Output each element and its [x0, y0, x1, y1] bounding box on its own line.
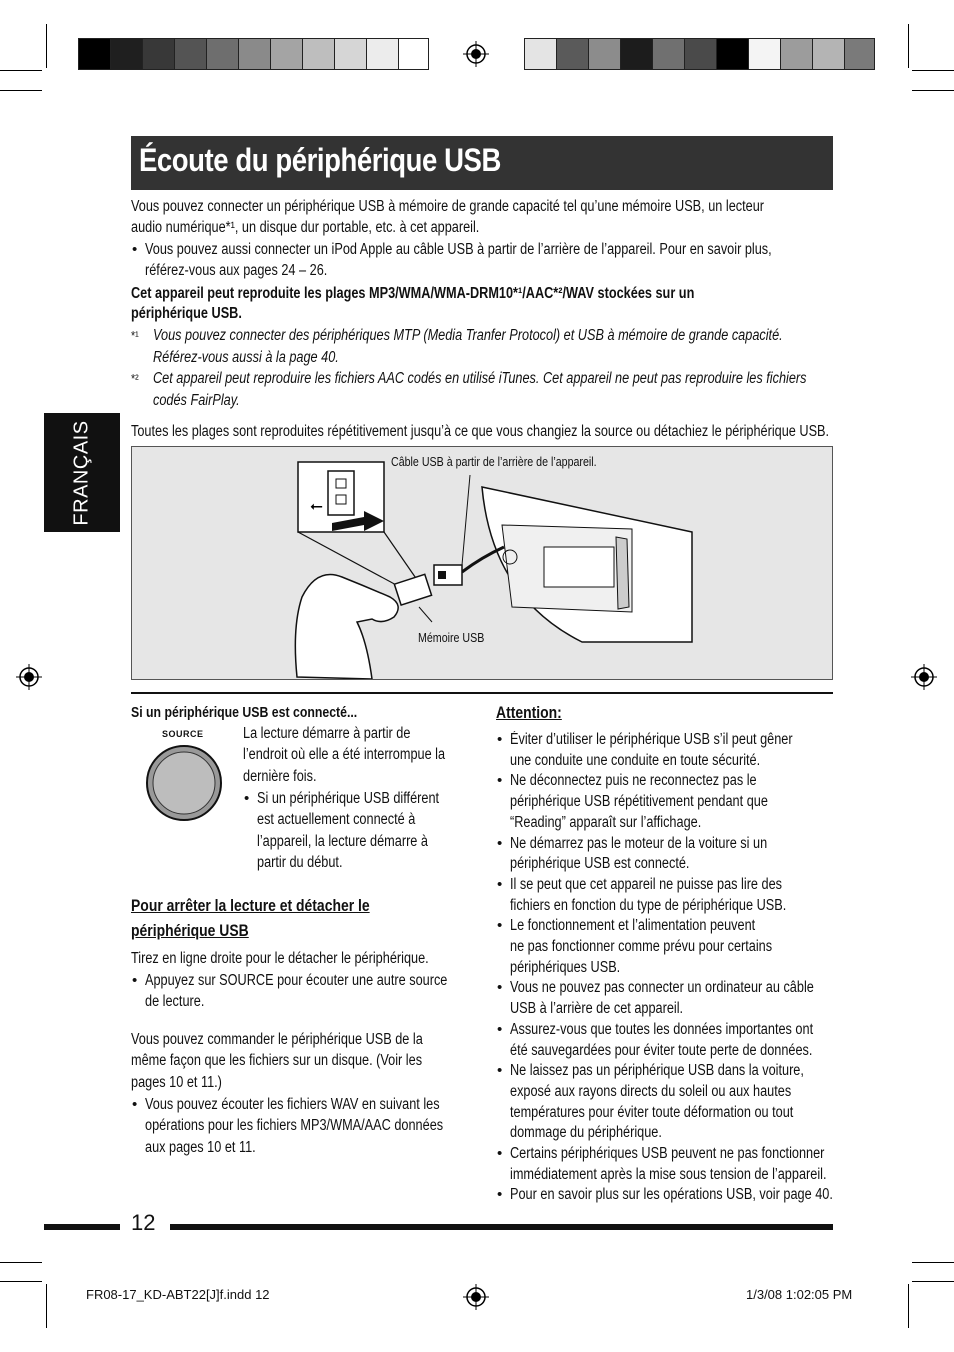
connected-bullet: l’appareil, la lecture démarre à: [257, 833, 428, 850]
attention-item: une conduite une conduite en toute sécurité.: [510, 751, 761, 769]
page-title: Écoute du périphérique USB: [139, 142, 501, 178]
connected-bullet: Si un périphérique USB différent: [257, 790, 440, 807]
crop-mark: [908, 1284, 909, 1328]
footnote-text: Vous pouvez connecter des périphériques MTP (Media Tranfer Protocol) et USB à mémoire de grande capacité.: [153, 327, 783, 344]
footnote-mark: *²: [131, 371, 139, 386]
page-rule-left: [44, 1224, 120, 1230]
attention-item: Ne laissez pas un périphérique USB dans la voiture,: [510, 1062, 804, 1080]
attention-item: Certains périphériques USB peuvent ne pas fonctionner: [510, 1145, 825, 1162]
section-divider: [131, 692, 833, 694]
intro-line: audio numérique*¹, un disque dur portable, etc. à cet appareil.: [131, 219, 480, 236]
intro-bullet-line: référez-vous aux pages 24 – 26.: [145, 262, 328, 279]
attention-item: dommage du périphérique.: [510, 1124, 662, 1142]
language-tab: [44, 413, 120, 532]
registration-mark-icon: [911, 664, 937, 690]
title-bar: [131, 136, 833, 190]
connected-text: La lecture démarre à partir de: [243, 725, 411, 742]
registration-mark-icon: [463, 1284, 489, 1310]
crop-mark: [912, 90, 954, 91]
attention-item: immédiatement après la mise sous tension de l’appareil.: [510, 1165, 827, 1183]
crop-mark: [912, 1262, 954, 1263]
source-button-label: SOURCE: [162, 729, 204, 739]
intro-line: Vous pouvez connecter un périphérique USB à mémoire de grande capacité tel qu’une mémoire USB, un lecteur: [131, 198, 765, 215]
crop-mark: [912, 1281, 954, 1282]
stop-bullet: Appuyez sur SOURCE pour écouter une autre source: [145, 972, 448, 989]
control-text: Vous pouvez commander le périphérique USB de la: [131, 1031, 423, 1048]
footnote-text: codés FairPlay.: [153, 392, 240, 409]
crop-mark: [46, 24, 47, 68]
attention-item: Pour en savoir plus sur les opérations USB, voir page 40.: [510, 1186, 833, 1204]
wav-bullet: opérations pour les fichiers MP3/WMA/AAC données: [145, 1117, 444, 1134]
attention-item: périphérique USB répétitivement pendant que: [510, 793, 768, 811]
crop-mark: [908, 24, 909, 68]
crop-mark: [46, 1284, 47, 1328]
attention-item: températures pour éviter toute déformation ou tout: [510, 1103, 794, 1121]
footnote-text: Référez-vous aussi à la page 40.: [153, 349, 339, 366]
attention-item: fichiers en fonction du type de périphérique USB.: [510, 896, 787, 914]
wav-bullet: Vous pouvez écouter les fichiers WAV en suivant les: [145, 1096, 440, 1113]
svg-text:⭠: ⭠: [310, 496, 323, 515]
attention-item: Ne déconnectez puis ne reconnectez pas le: [510, 772, 757, 790]
repeat-note: Toutes les plages sont reproduites répétitivement jusqu’à ce que vous changiez la source ou détachiez le périphérique USB.: [131, 423, 830, 440]
print-timestamp: 1/3/08 1:02:05 PM: [746, 1287, 853, 1302]
usb-memory-label: Mémoire USB: [418, 630, 485, 645]
connected-bullet: partir du début.: [257, 854, 343, 871]
footnote-text: Cet appareil peut reproduire les fichiers AAC codés en utilisé iTunes. Cet appareil ne peut pas reproduire les fichiers: [153, 370, 807, 387]
crop-mark: [0, 1262, 42, 1263]
registration-mark-icon: [463, 41, 489, 67]
connected-bullet: est actuellement connecté à: [257, 811, 416, 828]
connected-text: l’endroit où elle a été interrompue la: [243, 746, 446, 763]
control-text: pages 10 et 11.): [131, 1074, 222, 1091]
attention-item: Ne démarrez pas le moteur de la voiture si un: [510, 834, 768, 852]
crop-mark: [0, 90, 42, 91]
connected-heading: Si un périphérique USB est connecté...: [131, 704, 358, 721]
registration-mark-icon: [16, 664, 42, 690]
attention-heading: Attention:: [496, 703, 562, 722]
page-number: 12: [131, 1210, 156, 1235]
source-knob-icon: [145, 744, 223, 822]
formats-note: Cet appareil peut reproduite les plages MP3/WMA/WMA-DRM10*¹/AAC*²/WAV stockées sur un: [131, 285, 695, 302]
intro-bullet-line: Vous pouvez aussi connecter un iPod Apple au câble USB à partir de l’arrière de l’appareil. Pour en savoir plus,: [145, 241, 772, 258]
stop-heading: périphérique USB: [131, 921, 249, 940]
control-text: même façon que les fichiers sur un disque. (Voir les: [131, 1052, 423, 1069]
crop-mark: [0, 70, 42, 71]
usb-connection-illustration: [131, 446, 833, 680]
stop-text: Tirez en ligne droite pour le détacher le périphérique.: [131, 950, 429, 967]
attention-item: Éviter d’utiliser le périphérique USB s’il peut gêner: [510, 731, 793, 748]
page-rule-right: [170, 1224, 833, 1230]
formats-note: périphérique USB.: [131, 305, 242, 322]
attention-item: Assurez-vous que toutes les données importantes ont: [510, 1020, 814, 1038]
file-slug: FR08-17_KD-ABT22[J]f.indd 12: [86, 1287, 270, 1302]
stop-heading: Pour arrêter la lecture et détacher le: [131, 896, 370, 915]
attention-item: USB à l’arrière de cet appareil.: [510, 1000, 684, 1018]
stop-bullet: de lecture.: [145, 993, 205, 1010]
attention-item: ne pas fonctionner comme prévu pour certains: [510, 938, 773, 955]
attention-item: périphériques USB.: [510, 958, 621, 976]
crop-mark: [912, 70, 954, 71]
cable-label: Câble USB à partir de l’arrière de l’appareil.: [391, 454, 597, 469]
language-tab-label: FRANÇAIS: [70, 419, 93, 526]
attention-item: “Reading” apparaît sur l’affichage.: [510, 813, 702, 831]
footnote-mark: *¹: [131, 328, 139, 343]
attention-item: exposé aux rayons directs du soleil ou aux hautes: [510, 1082, 792, 1100]
attention-item: été sauvegardées pour éviter toute perte de données.: [510, 1041, 813, 1059]
attention-item: périphérique USB est connecté.: [510, 855, 690, 873]
crop-mark: [0, 1281, 42, 1282]
attention-item: Il se peut que cet appareil ne puisse pas lire des: [510, 875, 783, 893]
connected-text: dernière fois.: [243, 768, 317, 785]
attention-item: Le fonctionnement et l’alimentation peuvent: [510, 917, 756, 935]
wav-bullet: aux pages 10 et 11.: [145, 1139, 256, 1156]
attention-item: Vous ne pouvez pas connecter un ordinateur au câble: [510, 979, 814, 997]
